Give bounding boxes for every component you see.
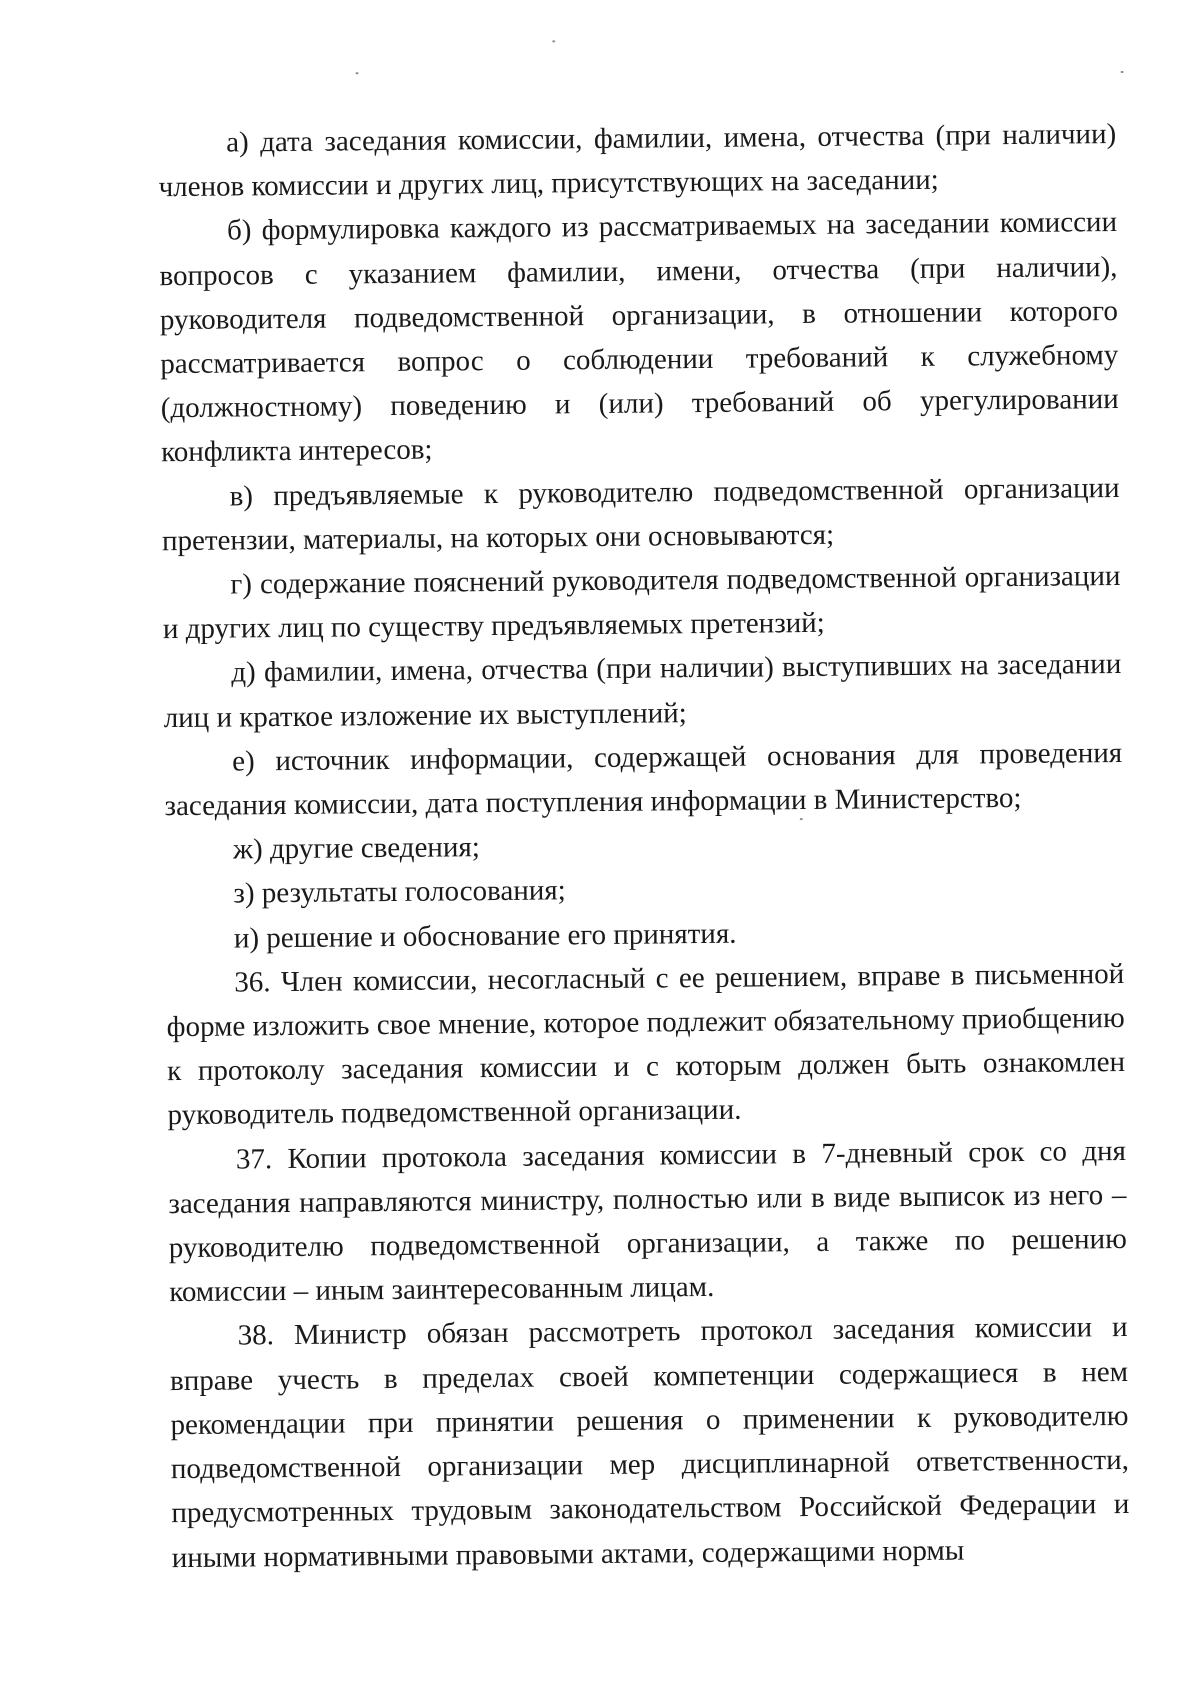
list-item-e: е) источник информации, содержащей основания для проведения заседания комиссии, дата поступления информации в Министерство; — [164, 736, 1123, 823]
list-item-z: з) результаты голосования; — [233, 874, 566, 910]
list-item-v: в) предъявляемые к руководителю подведомственной организации претензии, материалы, на которых они основываются; — [161, 471, 1120, 558]
list-item-zh: ж) другие сведения; — [232, 831, 480, 866]
list-item-a: а) дата заседания комиссии, фамилии, имена, отчества (при наличии) членов комиссии и других лиц, присутствующих на заседании; — [158, 118, 1117, 204]
document-body — [158, 112, 1130, 1580]
scan-speck — [552, 40, 555, 42]
list-item-d: д) фамилии, имена, отчества (при наличии) выступивших на заседании лиц и краткое изложение их выступлений; — [163, 648, 1122, 734]
scan-speck — [356, 72, 359, 74]
scan-speck — [1121, 71, 1124, 73]
paragraph-38: 38. Министр обязан рассмотреть протокол заседания комиссии и вправе учесть в пределах своей компетенции содержащиеся в нем рекомендации при принятии решения о применении к руководителю подведомственной организации мер дисциплинарной ответственности, предусмотренных трудовым законодательством Российской Федерации и иными нормативными правовыми актами, содержащими нормы — [169, 1311, 1130, 1574]
list-item-b: б) формулировка каждого из рассматриваемых на заседании комиссии вопросов с указанием фамилии, имени, отчества (при наличии), руководителя подведомственной организации, в отношении которого рассматривается вопрос о соблюдении требований к служебному (должностному) поведению и (или) требований об урегулировании конфликта интересов; — [159, 206, 1119, 469]
paragraph-37: 37. Копии протокола заседания комиссии в 7-дневный срок со дня заседания направляются министру, полностью или в виде выписок из него – руководителю подведомственной организации, а также по решению комиссии – иным заинтересованным лицам. — [168, 1134, 1127, 1309]
paragraph-36: 36. Член комиссии, несогласный с ее решением, вправе в письменной форме изложить свое мнение, которое подлежит обязательному приобщению к протоколу заседания комиссии и с которым должен быть ознакомлен руководитель подведомственной организации. — [166, 957, 1126, 1132]
list-item-i: и) решение и обоснование его принятия. — [233, 917, 737, 955]
list-item-g: г) содержание пояснений руководителя подведомственной организации и других лиц по существу предъявляемых претензий; — [162, 560, 1121, 646]
